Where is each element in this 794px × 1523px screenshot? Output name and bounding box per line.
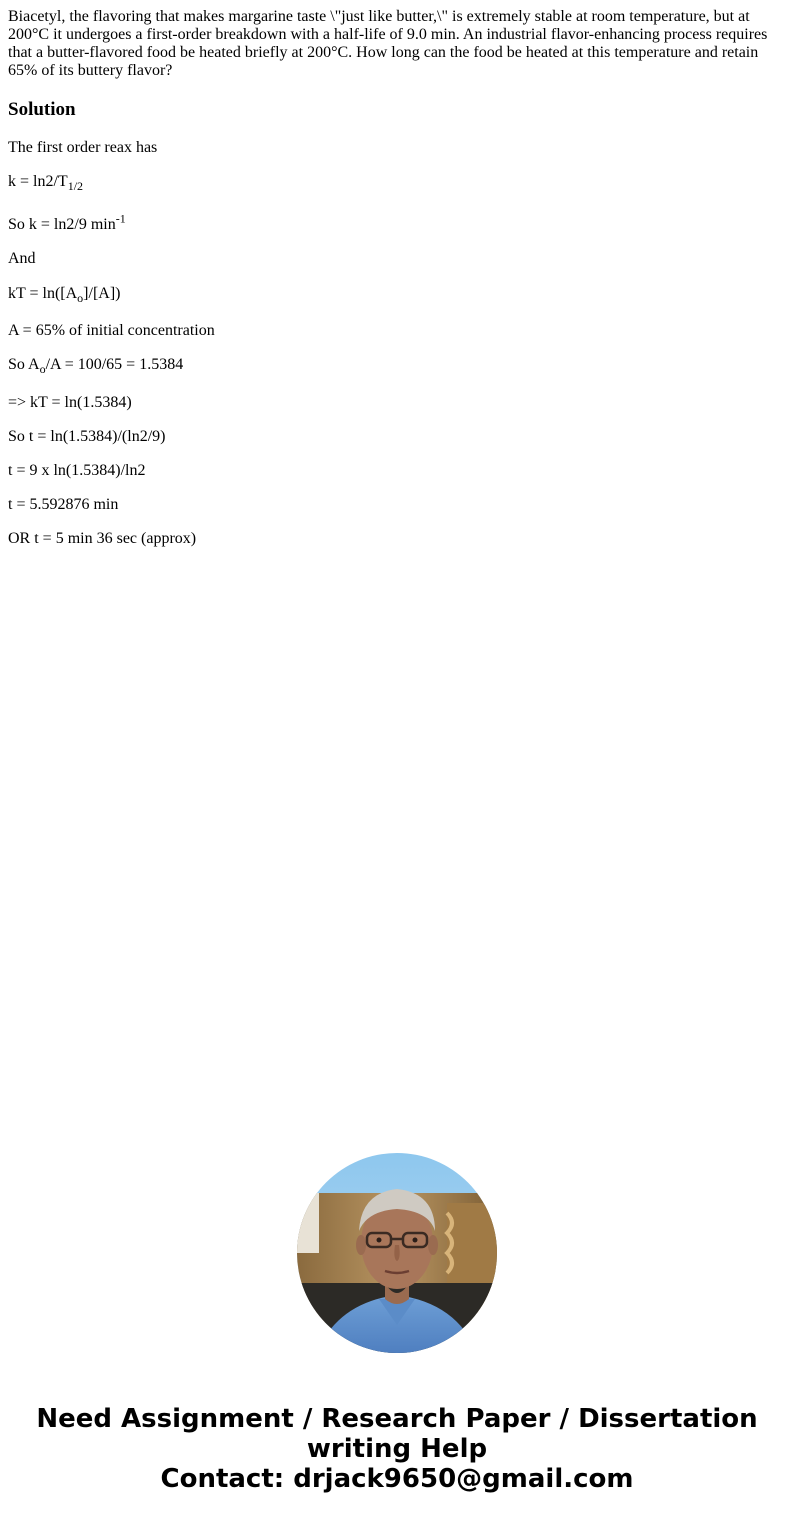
solution-heading: Solution (8, 99, 76, 120)
rate-law-formula (8, 285, 121, 306)
banner-line-2: writing Help (306, 1434, 488, 1464)
inverse-minute-superscript: -1 (115, 211, 126, 226)
concentration-statement: A = 65% of initial concentration (8, 322, 215, 339)
ratio-initial-subscript: o (39, 362, 46, 377)
t-result: t = 5.592876 min (8, 496, 119, 513)
ratio-suffix: /A = 100/65 = 1.5384 (45, 356, 184, 373)
question-text: Biacetyl, the flavoring that makes margarine taste \"just like butter,\" is extremely stable at room temperature, but at 200°C it undergoes a first-order breakdown with a half-life of 9.0 min. An industrial flavor-enhancing process requires that a butter-flavored food be heated briefly at 200°C. How long can the food be heated at this temperature and retain 65% of its buttery flavor? (8, 8, 768, 79)
t-final-answer: OR t = 5 min 36 sec (approx) (8, 530, 197, 547)
banner-line-1: Need Assignment / Research Paper / Dissertation (36, 1404, 758, 1434)
half-life-subscript: 1/2 (67, 179, 84, 194)
rate-constant-formula (8, 173, 84, 194)
banner-contact-line: Contact: drjack9650@gmail.com (160, 1464, 634, 1494)
and-connector: And (8, 250, 36, 267)
solution-intro: The first order reax has (8, 139, 158, 156)
ratio-prefix: So A (8, 356, 40, 373)
rate-law-suffix: ]/[A]) (83, 285, 121, 302)
avatar (297, 1153, 497, 1353)
concentration-ratio (8, 356, 184, 377)
tutor-portrait-image (297, 1153, 497, 1353)
initial-subscript: o (77, 291, 84, 306)
kt-value: => kT = ln(1.5384) (8, 394, 132, 411)
t-simplified: t = 9 x ln(1.5384)/ln2 (8, 462, 146, 479)
rate-constant-value (8, 211, 126, 234)
rate-value-text: So k = ln2/9 min (8, 216, 116, 233)
contact-banner (0, 1404, 794, 1494)
rate-law-prefix: kT = ln([A (8, 285, 78, 302)
t-expression: So t = ln(1.5384)/(ln2/9) (8, 428, 166, 445)
rate-constant-text: k = ln2/T (8, 173, 68, 190)
